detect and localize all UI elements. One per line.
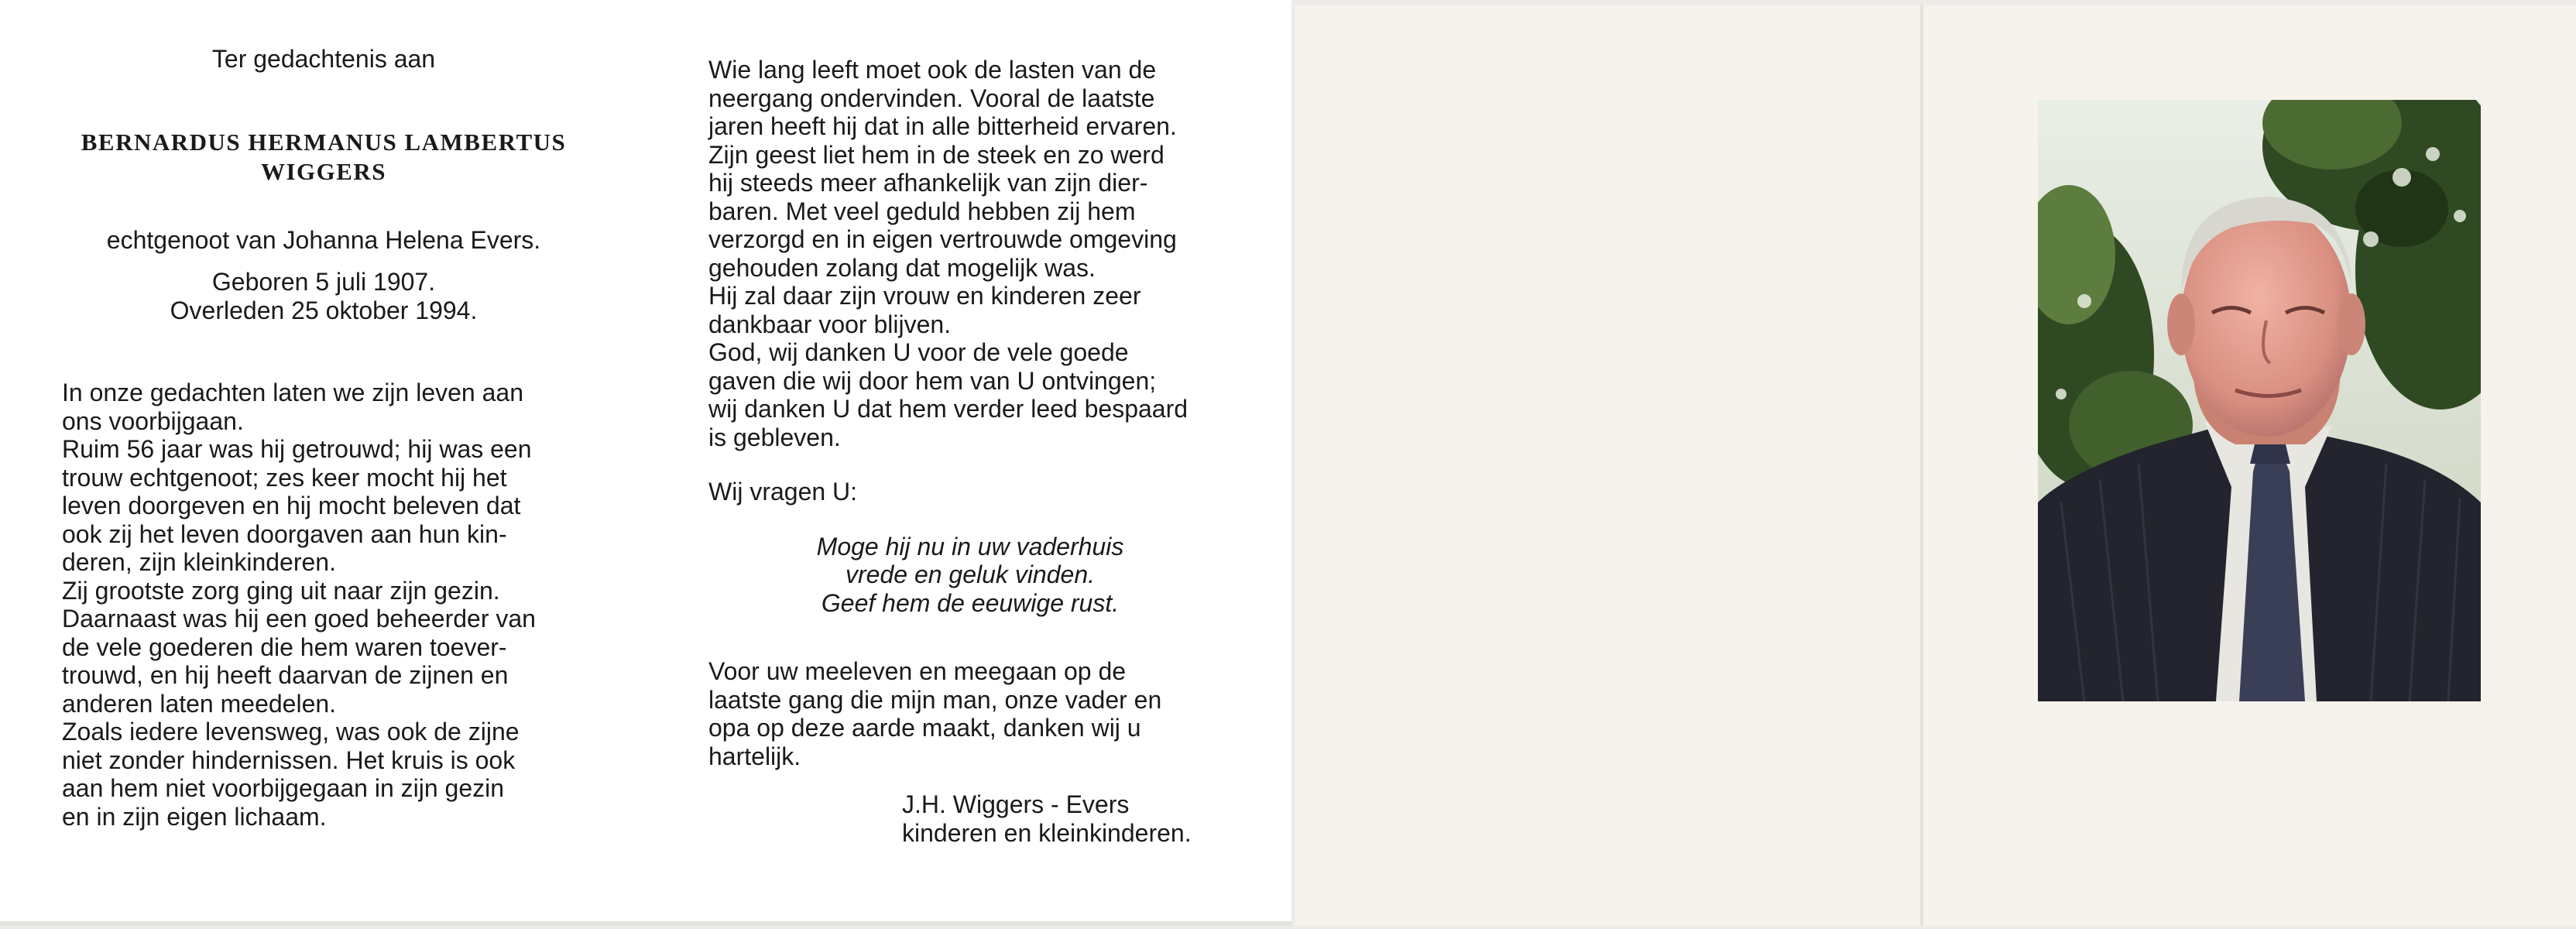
spouse-line: echtgenoot van Johanna Helena Evers.	[106, 225, 541, 254]
text-line: In onze gedachten laten we zijn leven aan	[62, 379, 523, 406]
signoff-name: J.H. Wiggers - Evers	[902, 790, 1130, 818]
decline-paragraph	[708, 56, 1232, 451]
request-intro: Wij vragen U:	[708, 478, 858, 506]
text-line: opa op deze aarde maakt, danken wij u	[708, 714, 1141, 742]
family-signoff	[902, 790, 1232, 847]
text-line: jaren heeft hij dat in alle bitterheid ervaren.	[708, 112, 1177, 140]
text-line: baren. Met veel geduld hebben zij hem	[708, 197, 1136, 225]
death-date: Overleden 25 oktober 1994.	[170, 296, 478, 324]
text-line: ons voorbijgaan.	[62, 406, 244, 435]
text-line: Daarnaast was hij een goed beheerder van	[62, 605, 536, 632]
life-reflection-paragraph	[62, 379, 585, 831]
text-line: wij danken U dat hem verder leed bespaard	[708, 395, 1189, 423]
text-line: neergang ondervinden. Vooral de laatste	[708, 84, 1155, 112]
thanks-paragraph	[708, 657, 1232, 770]
text-line: trouw echtgenoot; zes keer mocht hij het	[62, 463, 507, 492]
text-line: gaven die wij door hem van U ontvingen;	[708, 366, 1157, 395]
text-line: Zoals iedere levensweg, was ook de zijne	[62, 718, 520, 746]
text-line: de vele goederen die hem waren toever-	[62, 632, 507, 661]
text-line: dankbaar voor blijven.	[708, 310, 952, 338]
text-line: deren, zijn kleinkinderen.	[62, 548, 336, 576]
text-line: ook zij het leven doorgaven aan hun kin-	[62, 519, 507, 548]
birth-date: Geboren 5 juli 1907.	[211, 268, 436, 296]
text-line: hartelijk.	[708, 742, 801, 770]
card-fold-line	[1920, 5, 1923, 926]
text-line: en in zijn eigen lichaam.	[62, 802, 327, 831]
deceased-name-line1: BERNARDUS HERMANUS LAMBERTUS	[81, 128, 567, 156]
text-line: God, wij danken U voor de vele goede	[708, 338, 1129, 366]
text-line: verzorgd en in eigen vertrouwde omgeving	[708, 225, 1177, 253]
left-page	[62, 45, 585, 831]
prayer-line: Moge hij nu in uw vaderhuis	[816, 532, 1124, 560]
text-line: leven doorgeven en hij mocht beleven dat	[62, 492, 521, 519]
text-line: hij steeds meer afhankelijk van zijn dier-	[708, 169, 1148, 197]
prayer	[708, 533, 1232, 618]
portrait-photo	[2038, 100, 2481, 701]
text-line: aan hem niet voorbijgegaan in zijn gezin	[62, 774, 505, 802]
text-line: Zijn geest liet hem in de steek en zo werd	[708, 140, 1165, 169]
text-line: Zij grootste zorg ging uit naar zijn gezin.	[62, 576, 500, 605]
text-line: laatste gang die mijn man, onze vader en	[708, 685, 1162, 714]
memorial-heading: Ter gedachtenis aan	[211, 45, 436, 73]
memorial-card-text-spread	[0, 0, 1291, 926]
deceased-name-line2: WIGGERS	[260, 157, 387, 185]
middle-page	[708, 56, 1232, 847]
text-line: Ruim 56 jaar was hij getrouwd; hij was een	[62, 435, 532, 463]
text-line: anderen laten meedelen.	[62, 689, 337, 718]
text-line: Wie lang leeft moet ook de lasten van de	[708, 56, 1157, 84]
text-line: is gebleven.	[708, 423, 841, 451]
text-line: niet zonder hindernissen. Het kruis is ook	[62, 746, 516, 774]
prayer-line: vrede en geluk vinden.	[846, 560, 1095, 588]
prayer-line: Geef hem de eeuwige rust.	[821, 588, 1120, 617]
text-line: gehouden zolang dat mogelijk was.	[708, 253, 1096, 282]
signoff-family: kinderen en kleinkinderen.	[902, 818, 1192, 847]
text-line: trouwd, en hij heeft daarvan de zijnen en	[62, 661, 509, 689]
text-line: Hij zal daar zijn vrouw en kinderen zeer	[708, 282, 1141, 310]
text-line: Voor uw meeleven en meegaan op de	[708, 657, 1127, 685]
memorial-card-photo-spread	[1295, 5, 2576, 926]
